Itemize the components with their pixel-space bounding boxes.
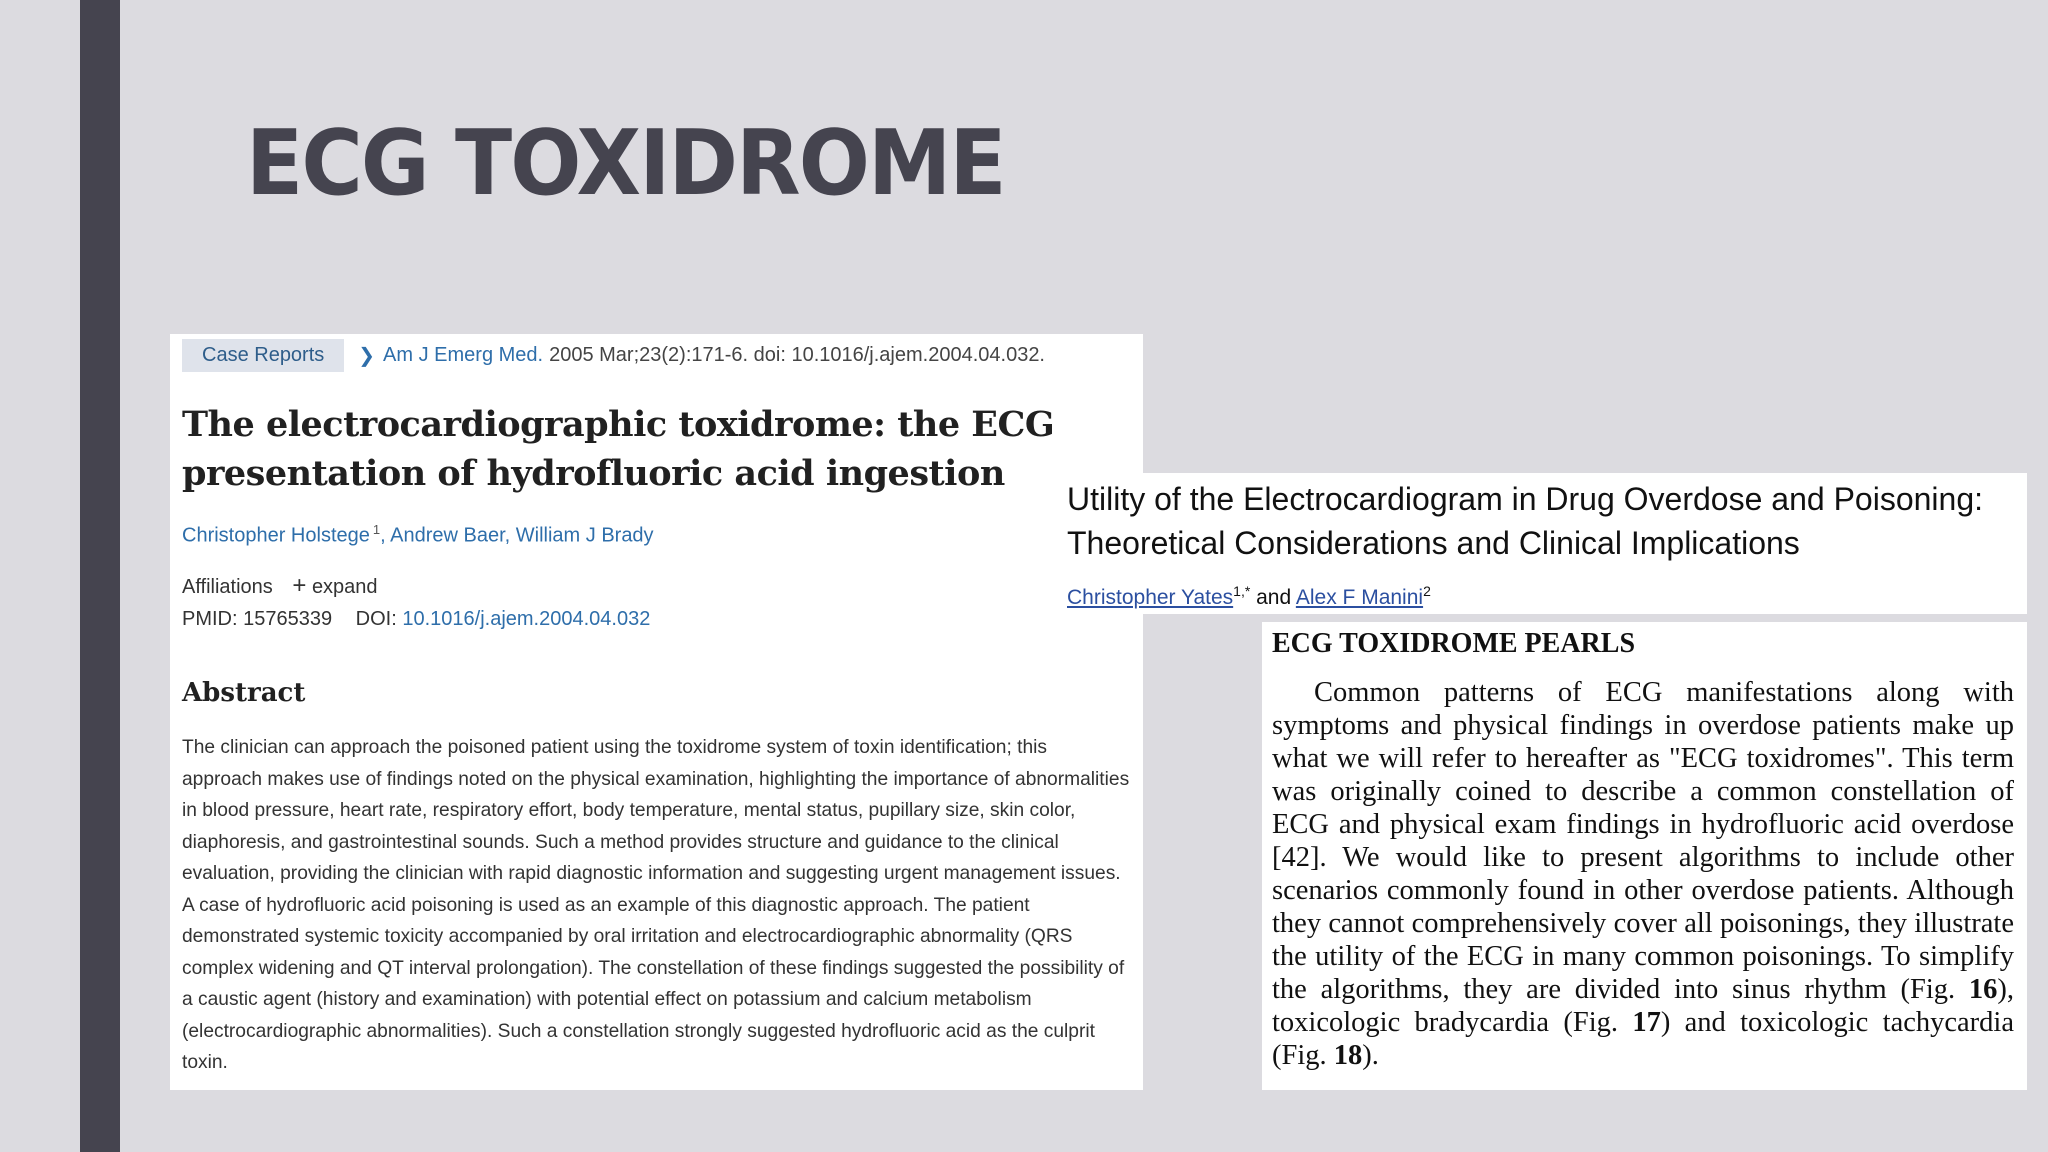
pearls-text-part: ) and toxicologic tachycardia (Fig. — [1272, 1007, 2014, 1071]
author-link[interactable]: William J Brady — [515, 524, 654, 547]
figure-reference: 18 — [1333, 1040, 1363, 1071]
doi-link[interactable]: 10.1016/j.ajem.2004.04.032 — [402, 608, 651, 630]
pearls-text-part: ). — [1362, 1040, 1379, 1071]
author-affiliation-sup: 1,* — [1233, 583, 1251, 599]
toxidrome-pearls-panel — [1262, 622, 2027, 1090]
article-meta-row — [182, 339, 1045, 372]
utility-article-panel — [1055, 473, 2027, 614]
pearls-paragraph — [1272, 676, 2014, 1072]
author-conjunction: and — [1256, 586, 1292, 609]
utility-author-list — [1067, 583, 1431, 610]
author-affiliation-sup: 2 — [1423, 583, 1431, 599]
plus-icon[interactable]: + — [292, 572, 307, 599]
journal-link[interactable]: Am J Emerg Med. — [383, 344, 544, 366]
author-link[interactable]: Andrew Baer — [390, 524, 505, 547]
author-link-yates[interactable]: Christopher Yates — [1067, 586, 1234, 609]
author-link-manini[interactable]: Alex F Manini — [1295, 586, 1424, 609]
pmid-value: 15765339 — [243, 608, 333, 630]
author-affiliation-sup[interactable]: 1 — [372, 522, 381, 537]
expand-button[interactable]: expand — [311, 576, 378, 598]
slide-title: ECG TOXIDROME — [246, 111, 1005, 216]
chevron-right-icon: ❯ — [358, 345, 376, 367]
abstract-text: The clinician can approach the poisoned patient using the toxidrome system of toxin identification; this approach makes use of findings noted on the physical examination, highlighting the importance of abnormalities in blood pressure, heart rate, respiratory effort, body temperature, mental status, pupillary size, skin color, diaphoresis, and gastrointestinal sounds. Such a method provides structure and guidance to the clinical evaluation, providing the clinician with rapid diagnostic information and suggesting urgent management issues. A case of hydrofluoric acid poisoning is used as an example of this diagnostic approach. The patient demonstrated systemic toxicity accompanied by oral irritation and electrocardiographic abnormality (QRS complex widening and QT interval prolongation). The constellation of these findings suggested the possibility of a caustic agent (history and examination) with potential effect on potassium and calcium metabolism (electrocardiographic abnormalities). Such a constellation strongly suggested hydrofluoric acid as the culprit toxin. — [182, 737, 1130, 1073]
citation-text: 2005 Mar;23(2):171-6. doi: 10.1016/j.ajem.2004.04.032. — [549, 344, 1045, 366]
abstract-heading: Abstract — [182, 678, 306, 708]
slide-accent-bar — [80, 0, 120, 1152]
author-link[interactable]: Christopher Holstege — [182, 524, 370, 547]
pmid-label: PMID: — [182, 608, 238, 630]
pearls-text-part: Common patterns of ECG manifestations along with symptoms and physical findings in overdose patients make up what we will refer to hereafter as "ECG toxidromes". This term was originally coined to describe a common constellation of ECG and physical exam findings in hydrofluoric acid overdose [42]. We would like to present algorithms to include other scenarios commonly found in other overdose patients. Although they cannot comprehensively cover all poisonings, they illustrate the utility of the ECG in many common poisonings. To simplify the algorithms, they are divided into sinus rhythm (Fig. — [1272, 677, 2014, 1005]
figure-reference: 16 — [1968, 974, 1998, 1005]
author-list — [182, 522, 654, 548]
affiliations-row — [182, 572, 378, 600]
utility-article-title: Utility of the Electrocardiogram in Drug Overdose and Poisoning: Theoretical Considerations and Clinical Implications — [1067, 481, 1983, 561]
affiliations-label: Affiliations — [182, 576, 273, 598]
doi-label: DOI: — [355, 608, 397, 630]
publication-type-badge[interactable]: Case Reports — [182, 339, 344, 372]
pearls-heading: ECG TOXIDROME PEARLS — [1272, 628, 1636, 659]
identifiers-row — [182, 608, 650, 631]
pubmed-article-panel — [170, 334, 1143, 1090]
figure-reference: 17 — [1632, 1007, 1661, 1038]
article-title: The electrocardiographic toxidrome: the ECG presentation of hydrofluoric acid ingestion — [182, 404, 1055, 494]
pearls-text-part: ), toxicologic bradycardia (Fig. — [1272, 974, 2014, 1038]
author-separator: , — [504, 524, 516, 547]
author-separator: , — [380, 524, 391, 547]
